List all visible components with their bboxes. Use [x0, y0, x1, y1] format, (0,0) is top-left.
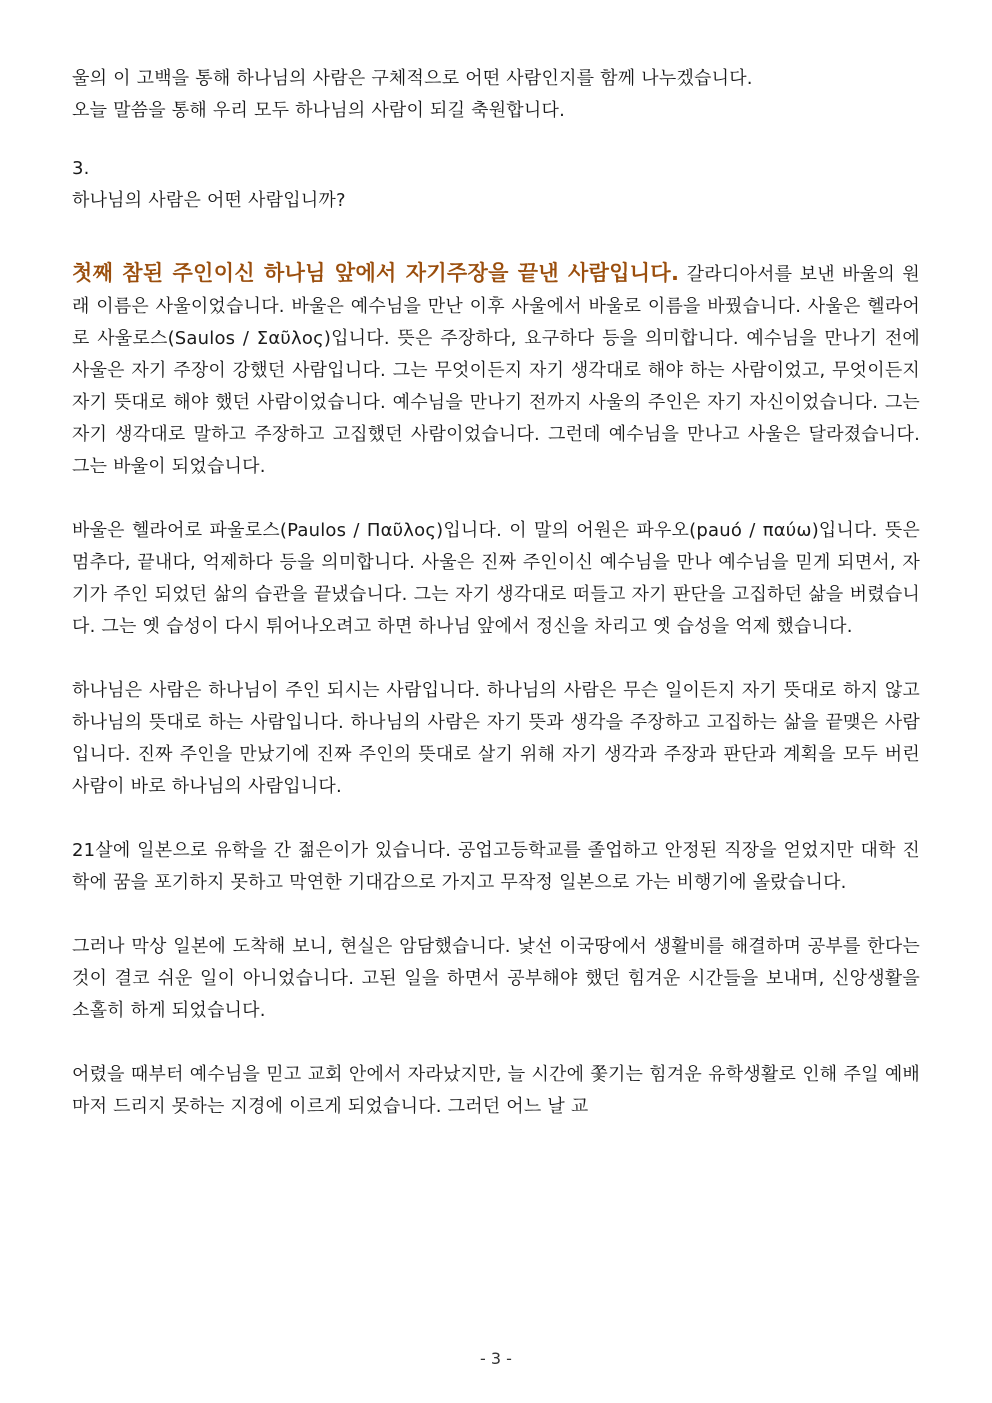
intro-line-1: 울의 이 고백을 통해 하나님의 사람은 구체적으로 어떤 사람인지를 함께 나누겠습니다.: [72, 68, 753, 89]
spacer: [72, 217, 920, 257]
paragraph-1-body: 갈라디아서를 보낸 바울의 원래 이름은 사울이었습니다. 바울은 예수님을 만난 이후 사울에서 바울로 이름을 바꿨습니다. 사울은 헬라어로 사울로스(Saulos / Σαῦλος)입니다. 뜻은 주장하다, 요구하다 등을 의미합니다. 예수님을 만나기 전에 사울은 자기 주장이 강했던 사람입니다. 그는 무엇이든지 자기 생각대로 해야 하는 사람이었고, 무엇이든지 자기 뜻대로 해야 했던 사람이었습니다. 예수님을 만나기 전까지 사울의 주인은 자기 자신이었습니다. 그는 자기 생각대로 말하고 주장하고 고집했던 사람이었습니다. 그런데 예수님을 만나고 사울은 달라졌습니다. 그는 바울이 되었습니다.: [72, 264, 920, 477]
section-question: 하나님의 사람은 어떤 사람입니까?: [72, 190, 346, 211]
page-content: [72, 63, 920, 1155]
page-number: - 3 -: [480, 1349, 512, 1368]
paragraph-2: 바울은 헬라어로 파울로스(Paulos / Παῦλος)입니다. 이 말의 어원은 파우오(pauó / παύω)입니다. 뜻은 멈추다, 끝내다, 억제하다 등을 의미합니다. 사울은 진짜 주인이신 예수님을 만나 예수님을 믿게 되면서, 자기가 주인 되었던 삶의 습관을 끝냈습니다. 그는 자기 생각대로 떠들고 자기 판단을 고집하던 삶을 버렸습니다. 그는 옛 습성이 다시 튀어나오려고 하면 하나님 앞에서 정신을 차리고 옛 습성을 억제 했습니다.: [72, 520, 920, 637]
paragraph-6: 어렸을 때부터 예수님을 믿고 교회 안에서 자라났지만, 늘 시간에 쫓기는 힘겨운 유학생활로 인해 주일 예배마저 드리지 못하는 지경에 이르게 되었습니다. 그러던 어느 날 교: [72, 1064, 920, 1117]
intro-line-2: 오늘 말씀을 통해 우리 모두 하나님의 사람이 되길 축원합니다.: [72, 100, 565, 121]
paragraph-4: 21살에 일본으로 유학을 간 젊은이가 있습니다. 공업고등학교를 졸업하고 안정된 직장을 얻었지만 대학 진학에 꿈을 포기하지 못하고 막연한 기대감으로 가지고 무작정 일본으로 가는 비행기에 올랐습니다.: [72, 840, 920, 893]
paragraph-1: [72, 257, 920, 483]
section-number: 3.: [72, 158, 90, 179]
spacer: [72, 127, 920, 153]
paragraph-1-lead: 첫째 참된 주인이신 하나님 앞에서 자기주장을 끝낸 사람입니다.: [72, 261, 680, 285]
paragraph-3: 하나님은 사람은 하나님이 주인 되시는 사람입니다. 하나님의 사람은 무슨 일이든지 자기 뜻대로 하지 않고 하나님의 뜻대로 하는 사람입니다. 하나님의 사람은 자기 뜻과 생각을 주장하고 고집하는 삶을 끝맺은 사람입니다. 진짜 주인을 만났기에 진짜 주인의 뜻대로 살기 위해 자기 생각과 주장과 판단과 계획을 모두 버린 사람이 바로 하나님의 사람입니다.: [72, 680, 920, 797]
paragraph-5: 그러나 막상 일본에 도착해 보니, 현실은 암담했습니다. 낯선 이국땅에서 생활비를 해결하며 공부를 한다는 것이 결코 쉬운 일이 아니었습니다. 고된 일을 하면서 공부해야 했던 힘겨운 시간들을 보내며, 신앙생활을 소홀히 하게 되었습니다.: [72, 936, 920, 1021]
